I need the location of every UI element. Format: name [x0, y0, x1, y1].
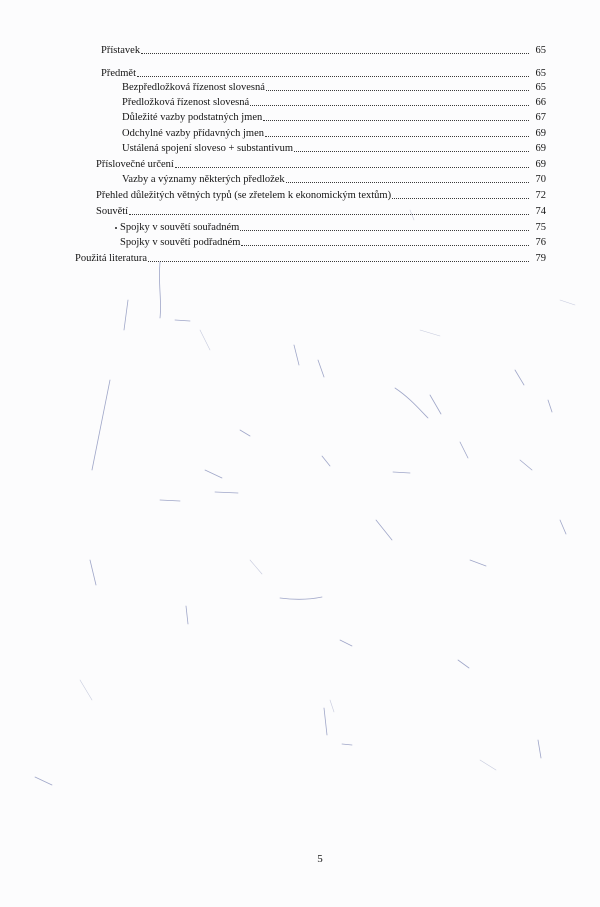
toc-entry-predmet [101, 66, 546, 80]
toc-entry-souveti [96, 204, 546, 218]
toc-page-number: 72 [535, 190, 546, 201]
toc-entry-label: Odchylné vazby přídavných jmen [122, 128, 264, 139]
toc-entry-vazby-pridavnych-jmen [122, 126, 546, 140]
toc-page-number: 74 [535, 206, 546, 217]
toc-entry-vazby-predlozek [122, 172, 546, 186]
toc-page-number: 65 [535, 45, 546, 56]
toc-page-number: 75 [535, 222, 546, 233]
toc-entry-label: Bezpředložková řízenost slovesná [122, 82, 265, 93]
toc-page-number: 69 [535, 159, 546, 170]
toc-leader-dots [240, 230, 529, 231]
toc-leader-dots [175, 167, 529, 168]
toc-entry-ustalena-spojeni [122, 141, 546, 155]
toc-page-number: 79 [535, 253, 546, 264]
toc-leader-dots [265, 136, 529, 137]
toc-page-number: 76 [535, 237, 546, 248]
toc-leader-dots [137, 76, 529, 77]
ink-speck [115, 227, 117, 229]
toc-entry-label: Ustálená spojení sloveso + substantivum [122, 143, 293, 154]
toc-entry-label: Přístavek [101, 45, 141, 56]
toc-entry-label: Souvětí [96, 206, 129, 217]
toc-entry-prislovecne-urceni [96, 157, 546, 171]
toc-leader-dots [241, 245, 529, 246]
toc-entry-label: Spojky v souvětí souřadném [120, 222, 240, 233]
footer-page-number: 5 [317, 853, 323, 865]
toc-entry-bezpredlozkova-rizenost [122, 80, 546, 94]
toc-page-number: 69 [535, 128, 546, 139]
toc-entry-label: Přehled důležitých větných typů (se zřetelem k ekonomickým textům) [96, 190, 392, 201]
toc-page-number: 65 [535, 68, 546, 79]
toc-entry-label: Předložková řízenost slovesná [122, 97, 250, 108]
toc-entry-label: Předmět [101, 68, 136, 79]
toc-leader-dots [263, 120, 529, 121]
toc-entry-spojky-podradne [120, 235, 546, 249]
toc-entry-label: Použitá literatura [75, 253, 148, 264]
toc-leader-dots [148, 261, 529, 262]
toc-entry-spojky-souradne [120, 220, 546, 234]
toc-leader-dots [266, 90, 529, 91]
toc-page-number: 65 [535, 82, 546, 93]
toc-leader-dots [141, 53, 529, 54]
toc-page-number: 70 [535, 174, 546, 185]
toc-entry-label: Důležité vazby podstatných jmen [122, 112, 263, 123]
toc-entry-pouzita-literatura [75, 251, 546, 265]
toc-entry-pristavek [101, 43, 546, 57]
toc-leader-dots [392, 198, 529, 199]
toc-entry-label: Spojky v souvětí podřadném [120, 237, 241, 248]
toc-entry-label: Příslovečné určení [96, 159, 174, 170]
toc-leader-dots [250, 105, 529, 106]
toc-page-number: 69 [535, 143, 546, 154]
toc-page-number: 66 [535, 97, 546, 108]
toc-leader-dots [286, 182, 529, 183]
toc-entry-vazby-podstatnych-jmen [122, 110, 546, 124]
toc-page-number: 67 [535, 112, 546, 123]
toc-leader-dots [129, 214, 529, 215]
toc-leader-dots [294, 151, 529, 152]
toc-entry-label: Vazby a významy některých předložek [122, 174, 285, 185]
toc-entry-prehled-vetnych-typu [96, 188, 546, 202]
toc-entry-predlozkova-rizenost [122, 95, 546, 109]
